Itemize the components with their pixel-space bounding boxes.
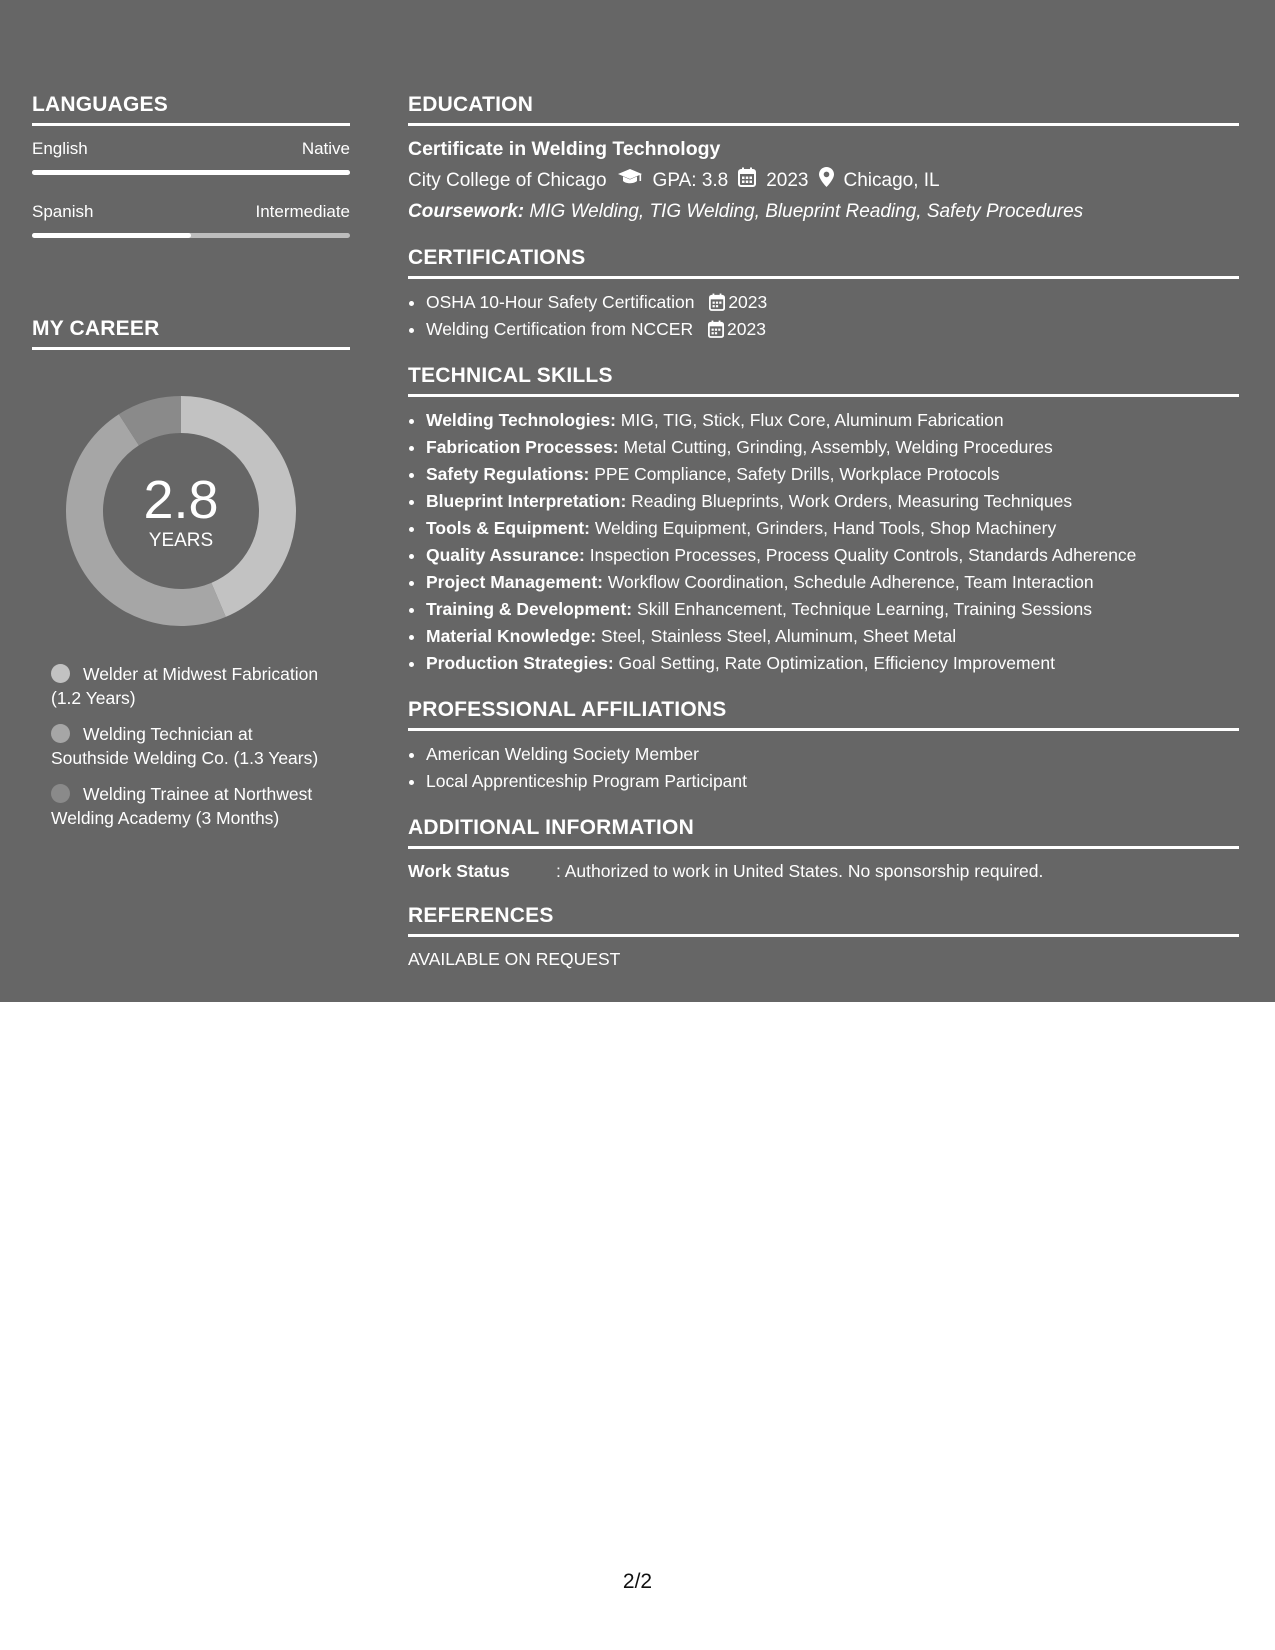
skill-value: Metal Cutting, Grinding, Assembly, Welding Procedures: [623, 437, 1053, 457]
certifications-title: CERTIFICATIONS: [408, 245, 1239, 279]
skill-label: Production Strategies:: [426, 653, 614, 673]
education-section: [408, 92, 1239, 225]
skill-item: [426, 623, 1239, 650]
skill-label: Tools & Equipment:: [426, 518, 590, 538]
skill-label: Safety Regulations:: [426, 464, 590, 484]
skill-item: [426, 596, 1239, 623]
skill-value: Goal Setting, Rate Optimization, Efficiency Improvement: [618, 653, 1055, 673]
education-coursework: [408, 199, 1239, 225]
skill-value: Skill Enhancement, Technique Learning, Training Sessions: [637, 599, 1092, 619]
work-status-label: Work Status: [408, 861, 510, 881]
skills-list: [408, 407, 1239, 677]
affiliation-item: • Local Apprenticeship Program Participant: [426, 768, 1239, 795]
skill-item: [426, 407, 1239, 434]
career-legend-item: [51, 782, 331, 830]
references-title: REFERENCES: [408, 903, 1239, 937]
legend-dot-icon: [51, 724, 70, 743]
language-level: Native: [301, 139, 350, 158]
education-degree: Certificate in Welding Technology: [408, 138, 721, 160]
language-proficiency-bar: [32, 233, 350, 238]
affiliations-title: PROFESSIONAL AFFILIATIONS: [408, 697, 1239, 731]
certification-date: 2023: [727, 319, 766, 339]
education-title: EDUCATION: [408, 92, 1239, 126]
affiliation-item: • American Welding Society Member: [426, 741, 1239, 768]
additional-title: ADDITIONAL INFORMATION: [408, 815, 1239, 849]
skill-label: Blueprint Interpretation:: [426, 491, 627, 511]
skill-item: [426, 434, 1239, 461]
certifications-section: [408, 245, 1239, 343]
skill-label: Welding Technologies:: [426, 410, 616, 430]
language-proficiency-fill: [32, 170, 350, 175]
location-pin-icon: [819, 167, 834, 195]
skills-title: TECHNICAL SKILLS: [408, 363, 1239, 397]
career-total-value: 2.8: [143, 470, 219, 530]
education-year: 2023: [766, 170, 809, 191]
calendar-icon: [738, 167, 756, 195]
language-item: [32, 201, 350, 238]
references-text: AVAILABLE ON REQUEST: [408, 949, 621, 969]
certification-item: [426, 289, 1239, 316]
skill-value: PPE Compliance, Safety Drills, Workplace Protocols: [594, 464, 1000, 484]
skill-label: Material Knowledge:: [426, 626, 597, 646]
skills-section: [408, 363, 1239, 677]
education-location: Chicago, IL: [843, 170, 940, 191]
skill-value: Steel, Stainless Steel, Aluminum, Sheet Metal: [601, 626, 957, 646]
work-status-row: [408, 859, 1239, 883]
career-legend-label: Welder at Midwest Fabrication (1.2 Years): [51, 664, 319, 708]
calendar-icon: [709, 293, 725, 311]
page-number: 2/2: [622, 1570, 653, 1593]
career-title: MY CAREER: [32, 316, 350, 350]
skill-item: [426, 569, 1239, 596]
language-item: [32, 138, 350, 175]
skill-item: [426, 461, 1239, 488]
career-legend-label: Welding Trainee at Northwest Welding Academy (3 Months): [51, 784, 313, 828]
career-legend-item: [51, 662, 331, 710]
skill-label: Fabrication Processes:: [426, 437, 619, 457]
skill-value: Workflow Coordination, Schedule Adherence, Team Interaction: [607, 572, 1094, 592]
career-total-unit: YEARS: [148, 530, 214, 551]
coursework-label: Coursework:: [408, 201, 525, 222]
certification-date: 2023: [728, 292, 768, 312]
skill-label: Quality Assurance:: [426, 545, 585, 565]
language-name: Spanish: [32, 202, 94, 221]
language-level: Intermediate: [255, 202, 350, 221]
certification-name: Welding Certification from NCCER: [426, 319, 694, 339]
skill-label: Project Management:: [426, 572, 603, 592]
work-status-value: : Authorized to work in United States. No sponsorship required.: [556, 861, 1044, 881]
skill-item: [426, 650, 1239, 677]
references-section: [408, 903, 1239, 971]
skill-value: Reading Blueprints, Work Orders, Measuring Techniques: [631, 491, 1073, 511]
legend-dot-icon: [51, 664, 70, 683]
career-legend-label: Welding Technician at Southside Welding Co. (1.3 Years): [51, 724, 319, 768]
certifications-list: [408, 289, 1239, 343]
education-gpa: GPA: 3.8: [652, 170, 729, 191]
additional-section: [408, 815, 1239, 883]
left-column: [32, 92, 350, 842]
certification-item: [426, 316, 1239, 343]
affiliations-section: [408, 697, 1239, 795]
languages-title: LANGUAGES: [32, 92, 350, 126]
education-school: City College of Chicago: [408, 170, 607, 191]
language-name: English: [32, 139, 88, 158]
skill-label: Training & Development:: [426, 599, 633, 619]
education-meta: [408, 167, 1239, 195]
skill-value: Welding Equipment, Grinders, Hand Tools, Shop Machinery: [594, 518, 1057, 538]
skill-item: [426, 515, 1239, 542]
legend-dot-icon: [51, 784, 70, 803]
language-proficiency-fill: [32, 233, 191, 238]
skill-value: MIG, TIG, Stick, Flux Core, Aluminum Fabrication: [620, 410, 1004, 430]
career-legend-item: [51, 722, 331, 770]
career-legend: [51, 662, 331, 830]
certification-name: OSHA 10-Hour Safety Certification: [426, 292, 695, 312]
language-proficiency-bar: [32, 170, 350, 175]
graduation-cap-icon: [617, 168, 643, 194]
skill-value: Inspection Processes, Process Quality Controls, Standards Adherence: [589, 545, 1137, 565]
affiliations-list: [408, 741, 1239, 795]
calendar-icon: [708, 320, 724, 338]
skill-item: [426, 542, 1239, 569]
career-donut-chart: [66, 396, 296, 626]
skill-item: [426, 488, 1239, 515]
coursework-list: MIG Welding, TIG Welding, Blueprint Reading, Safety Procedures: [529, 201, 1084, 222]
language-list: [32, 138, 350, 238]
right-column: [408, 92, 1239, 971]
